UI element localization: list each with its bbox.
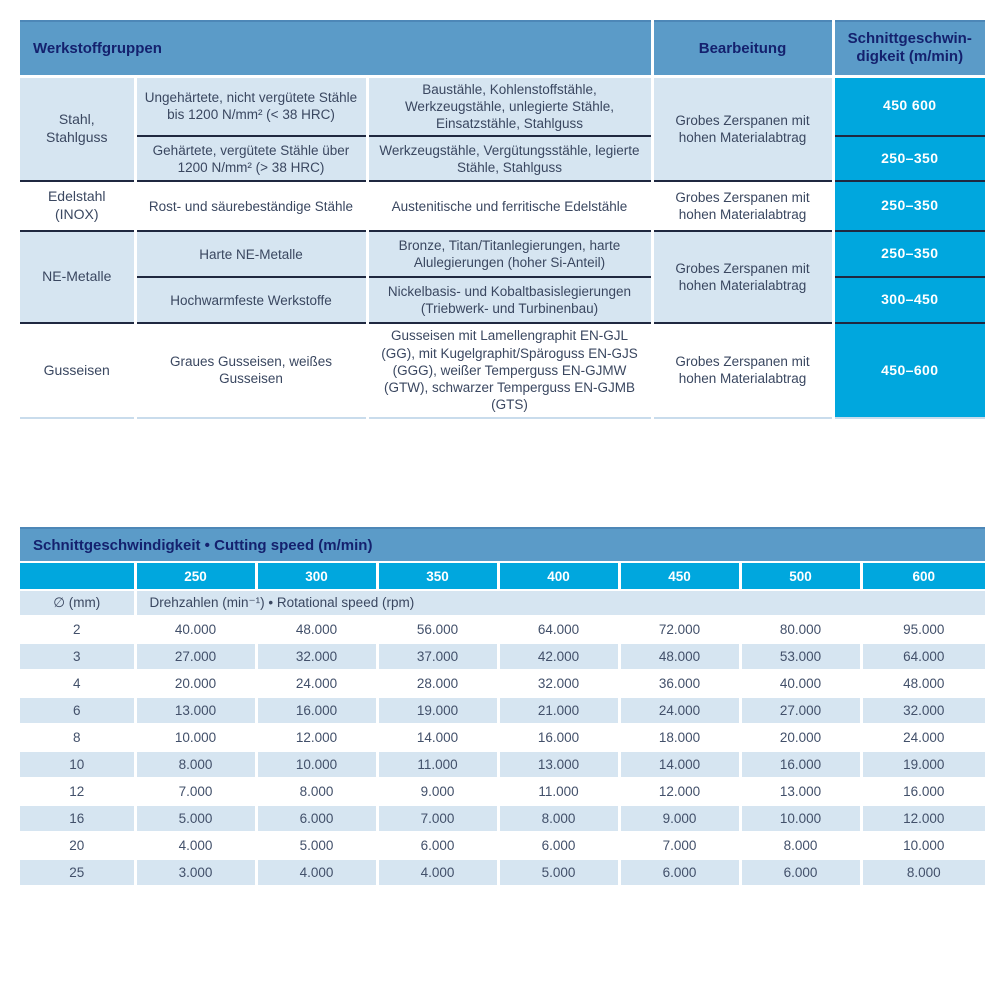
rpm-value-cell: 13.000 — [135, 697, 256, 724]
speed-col-header: 250 — [135, 562, 256, 590]
cutting-speed-cell: 300–450 — [833, 277, 985, 323]
rpm-value-cell: 11.000 — [498, 778, 619, 805]
speed-col-header: 450 — [619, 562, 740, 590]
rpm-value-cell: 95.000 — [861, 616, 985, 643]
cutting-speed-cell: 250–350 — [833, 231, 985, 277]
rpm-value-cell: 20.000 — [740, 724, 861, 751]
rpm-value-cell: 8.000 — [498, 805, 619, 832]
rpm-value-cell: 8.000 — [135, 751, 256, 778]
rpm-value-cell: 19.000 — [377, 697, 498, 724]
rpm-value-cell: 16.000 — [498, 724, 619, 751]
material-subgroup-cell: Harte NE-Metalle — [135, 231, 367, 277]
diameter-cell: 2 — [20, 616, 135, 643]
rpm-value-cell: 72.000 — [619, 616, 740, 643]
rpm-value-cell: 21.000 — [498, 697, 619, 724]
speed-col-header: 500 — [740, 562, 861, 590]
material-subgroup-cell: Ungehärtete, nicht vergütete Stähle bis 1200 N/mm² (< 38 HRC) — [135, 76, 367, 136]
rpm-value-cell: 14.000 — [619, 751, 740, 778]
table-row — [20, 277, 985, 323]
table-row — [20, 643, 985, 670]
machining-header: Bearbeitung — [652, 21, 833, 76]
rpm-value-cell: 3.000 — [135, 859, 256, 885]
rpm-value-cell: 4.000 — [377, 859, 498, 885]
material-examples-cell: Gusseisen mit Lamellengraphit EN-GJL (GG), mit Kugelgraphit/Späroguss EN-GJS (GGG), weißer Temperguss EN-GJMW (GTW), schwarzer Temperguss EN-GJMB (GTS) — [367, 323, 652, 417]
table-row — [20, 323, 985, 417]
diameter-cell: 6 — [20, 697, 135, 724]
table-row — [20, 832, 985, 859]
table-row — [20, 616, 985, 643]
rpm-value-cell: 11.000 — [377, 751, 498, 778]
rpm-value-cell: 16.000 — [256, 697, 377, 724]
table-row — [20, 136, 985, 181]
table-row — [20, 778, 985, 805]
rpm-value-cell: 53.000 — [740, 643, 861, 670]
table-row — [20, 724, 985, 751]
rpm-value-cell: 12.000 — [256, 724, 377, 751]
rpm-value-cell: 32.000 — [498, 670, 619, 697]
rpm-value-cell: 20.000 — [135, 670, 256, 697]
machining-cell: Grobes Zerspanen mit hohen Materialabtrag — [652, 181, 833, 231]
rpm-value-cell: 4.000 — [135, 832, 256, 859]
material-subgroup-cell: Graues Gusseisen, weißes Gusseisen — [135, 323, 367, 417]
rpm-value-cell: 27.000 — [740, 697, 861, 724]
rpm-value-cell: 10.000 — [861, 832, 985, 859]
rpm-value-cell: 10.000 — [256, 751, 377, 778]
rpm-value-cell: 12.000 — [619, 778, 740, 805]
speed-col-header-blank — [20, 562, 135, 590]
material-examples-cell: Baustähle, Kohlenstoffstähle, Werkzeugstähle, unlegierte Stähle, Einsatzstähle, Stahlguss — [367, 76, 652, 136]
rpm-value-cell: 16.000 — [861, 778, 985, 805]
rpm-value-cell: 40.000 — [135, 616, 256, 643]
rpm-value-cell: 12.000 — [861, 805, 985, 832]
table-row — [20, 859, 985, 885]
rpm-value-cell: 64.000 — [861, 643, 985, 670]
material-examples-cell: Nickelbasis- und Kobaltbasislegierungen (Triebwerk- und Turbinenbau) — [367, 277, 652, 323]
rpm-value-cell: 8.000 — [256, 778, 377, 805]
rpm-value-cell: 24.000 — [861, 724, 985, 751]
materials-group-header: Werkstoffgruppen — [20, 21, 652, 76]
diameter-cell: 4 — [20, 670, 135, 697]
rpm-value-cell: 7.000 — [135, 778, 256, 805]
table-row — [20, 751, 985, 778]
table-row — [20, 231, 985, 277]
rpm-value-cell: 8.000 — [740, 832, 861, 859]
units-row — [20, 590, 985, 616]
rpm-value-cell: 9.000 — [619, 805, 740, 832]
cutting-speed-title: Schnittgeschwindigkeit • Cutting speed (m/min) — [20, 528, 985, 562]
rpm-value-cell: 6.000 — [256, 805, 377, 832]
diameter-cell: 12 — [20, 778, 135, 805]
rpm-value-cell: 32.000 — [861, 697, 985, 724]
rpm-value-cell: 24.000 — [619, 697, 740, 724]
table-title-row — [20, 528, 985, 562]
cutting-speed-cell: 250–350 — [833, 136, 985, 181]
rpm-value-cell: 7.000 — [619, 832, 740, 859]
rpm-value-cell: 80.000 — [740, 616, 861, 643]
material-examples-cell: Bronze, Titan/Titanlegierungen, harte Alulegierungen (hoher Si-Anteil) — [367, 231, 652, 277]
material-examples-cell: Austenitische und ferritische Edelstähle — [367, 181, 652, 231]
table-row — [20, 805, 985, 832]
material-groups-table — [20, 20, 985, 419]
rpm-value-cell: 10.000 — [135, 724, 256, 751]
rpm-value-cell: 6.000 — [377, 832, 498, 859]
table-row — [20, 76, 985, 136]
cutting-speed-table — [20, 527, 985, 885]
diameter-cell: 3 — [20, 643, 135, 670]
rpm-value-cell: 10.000 — [740, 805, 861, 832]
rpm-value-cell: 16.000 — [740, 751, 861, 778]
cutting-speed-cell: 450 600 — [833, 76, 985, 136]
rpm-value-cell: 32.000 — [256, 643, 377, 670]
rpm-value-cell: 28.000 — [377, 670, 498, 697]
rpm-value-cell: 7.000 — [377, 805, 498, 832]
rpm-value-cell: 56.000 — [377, 616, 498, 643]
cutting-speed-header-line1: Schnittgeschwin- — [847, 30, 972, 48]
rpm-label-cell: Drehzahlen (min⁻¹) • Rotational speed (rpm) — [135, 590, 985, 616]
diameter-cell: 25 — [20, 859, 135, 885]
rpm-value-cell: 5.000 — [256, 832, 377, 859]
material-examples-cell: Werkzeugstähle, Vergütungsstähle, legierte Stähle, Stahlguss — [367, 136, 652, 181]
table-row — [20, 181, 985, 231]
rpm-value-cell: 40.000 — [740, 670, 861, 697]
diameter-cell: 16 — [20, 805, 135, 832]
rpm-value-cell: 48.000 — [619, 643, 740, 670]
machining-cell: Grobes Zerspanen mit hohen Materialabtrag — [652, 323, 833, 417]
diameter-cell: 8 — [20, 724, 135, 751]
machining-cell: Grobes Zerspanen mit hohen Materialabtrag — [652, 76, 833, 181]
rpm-value-cell: 5.000 — [135, 805, 256, 832]
rpm-value-cell: 8.000 — [861, 859, 985, 885]
speed-col-header: 400 — [498, 562, 619, 590]
rpm-value-cell: 6.000 — [619, 859, 740, 885]
machining-cell: Grobes Zerspanen mit hohen Materialabtrag — [652, 231, 833, 323]
material-subgroup-cell: Gehärtete, vergütete Stähle über 1200 N/mm² (> 38 HRC) — [135, 136, 367, 181]
rpm-value-cell: 5.000 — [498, 859, 619, 885]
material-group-cell: Edelstahl (INOX) — [20, 181, 135, 231]
speed-col-header: 300 — [256, 562, 377, 590]
rpm-value-cell: 6.000 — [498, 832, 619, 859]
rpm-value-cell: 13.000 — [498, 751, 619, 778]
rpm-value-cell: 4.000 — [256, 859, 377, 885]
material-group-cell: Gusseisen — [20, 323, 135, 417]
material-group-cell: NE-Metalle — [20, 231, 135, 323]
rpm-value-cell: 9.000 — [377, 778, 498, 805]
rpm-value-cell: 48.000 — [256, 616, 377, 643]
rpm-value-cell: 27.000 — [135, 643, 256, 670]
rpm-value-cell: 6.000 — [740, 859, 861, 885]
cutting-speed-cell: 450–600 — [833, 323, 985, 417]
cutting-speed-cell: 250–350 — [833, 181, 985, 231]
diameter-cell: 20 — [20, 832, 135, 859]
diameter-cell: 10 — [20, 751, 135, 778]
rpm-value-cell: 14.000 — [377, 724, 498, 751]
diameter-label-cell: ∅ (mm) — [20, 590, 135, 616]
rpm-value-cell: 42.000 — [498, 643, 619, 670]
table-header-row — [20, 21, 985, 76]
speed-col-header: 600 — [861, 562, 985, 590]
cutting-speed-header — [833, 21, 985, 76]
speed-columns-header-row — [20, 562, 985, 590]
rpm-value-cell: 48.000 — [861, 670, 985, 697]
cutting-speed-header-line2: digkeit (m/min) — [856, 48, 964, 66]
rpm-value-cell: 24.000 — [256, 670, 377, 697]
rpm-value-cell: 37.000 — [377, 643, 498, 670]
rpm-value-cell: 13.000 — [740, 778, 861, 805]
table-row — [20, 670, 985, 697]
speed-col-header: 350 — [377, 562, 498, 590]
rpm-value-cell: 19.000 — [861, 751, 985, 778]
rpm-value-cell: 18.000 — [619, 724, 740, 751]
material-subgroup-cell: Hochwarmfeste Werkstoffe — [135, 277, 367, 323]
table-row — [20, 697, 985, 724]
material-subgroup-cell: Rost- und säurebeständige Stähle — [135, 181, 367, 231]
rpm-value-cell: 64.000 — [498, 616, 619, 643]
rpm-value-cell: 36.000 — [619, 670, 740, 697]
material-group-cell: Stahl, Stahlguss — [20, 76, 135, 181]
